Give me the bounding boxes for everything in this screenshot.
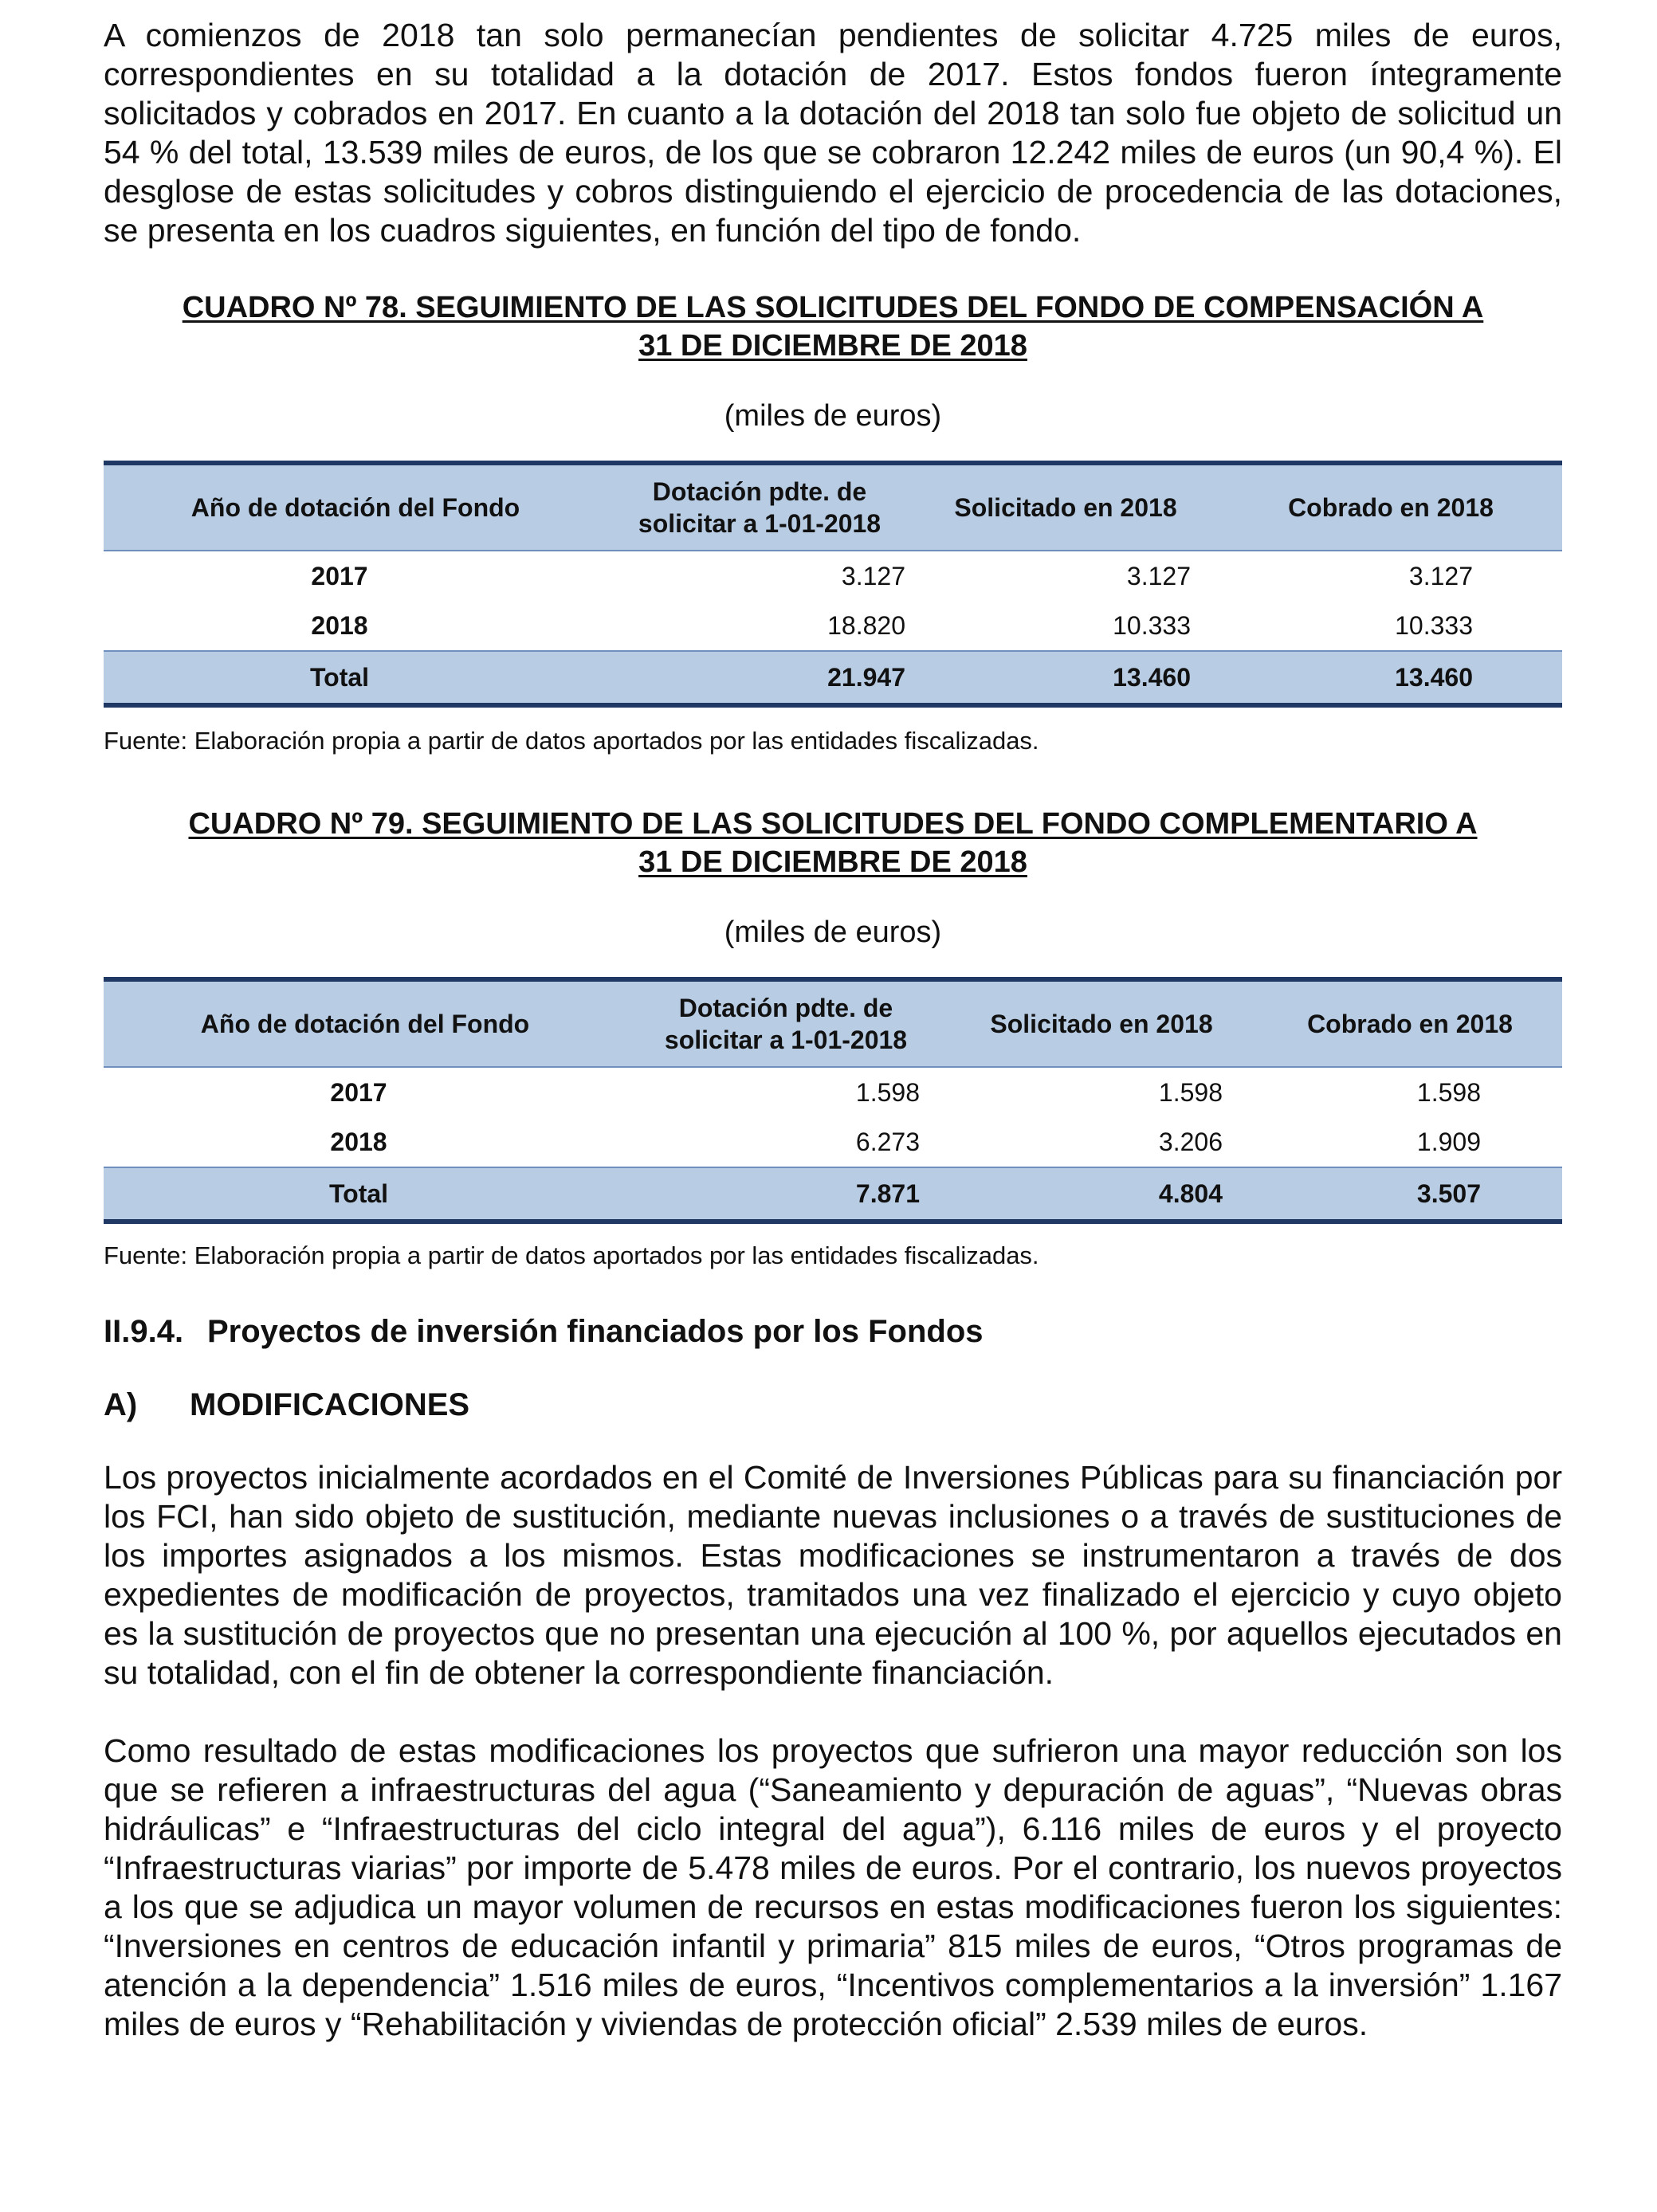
table78-row2-cobrado: 10.333 xyxy=(1395,611,1473,640)
table79-row2-cobrado: 1.909 xyxy=(1416,1128,1481,1156)
table78-caption-line1: CUADRO Nº 78. SEGUIMIENTO DE LAS SOLICITUDES DEL FONDO DE COMPENSACIÓN A xyxy=(182,291,1484,324)
table79-row1-cobrado: 1.598 xyxy=(1416,1078,1481,1107)
table78-header-dotacion xyxy=(607,463,912,551)
table78 xyxy=(104,461,1562,708)
table78-total-label: Total xyxy=(309,663,370,692)
table78-header-cobrado: Cobrado en 2018 xyxy=(1219,463,1562,551)
table79-header-dotacion-line1: Dotación pdte. de xyxy=(678,994,893,1022)
table78-header-row xyxy=(104,463,1562,551)
table79-header-solicitado: Solicitado en 2018 xyxy=(945,979,1258,1067)
table79-row2-dotacion: 6.273 xyxy=(855,1128,920,1156)
table78-total-solicitado: 13.460 xyxy=(1113,663,1191,692)
table79-row1-dotacion: 1.598 xyxy=(855,1078,920,1107)
table78-row1-dotacion: 3.127 xyxy=(841,562,905,590)
table78-total-cobrado: 13.460 xyxy=(1395,663,1473,692)
paragraph-resultado: Como resultado de estas modificaciones los proyectos que sufrieron una mayor reducción son los que se refieren a infraestructuras del agua (“Saneamiento y depuración de aguas”, “Nuevas obras hidráulicas” e “Infraestructuras del ciclo integral del agua”), 6.116 miles de euros y el proyecto “Infraestructuras viarias” por importe de 5.478 miles de euros. Por el contrario, los nuevos proyectos a los que se adjudica un mayor volumen de recursos en estas modificaciones fueron los siguientes: “Inversiones en centros de educación infantil y primaria” 815 miles de euros, “Otros programas de atención a la dependencia” 1.516 miles de euros, “Incentivos complementarios a la inversión” 1.167 miles de euros y “Rehabilitación y viviendas de protección oficial” 2.539 miles de euros. xyxy=(104,1732,1562,2042)
table79-total-row xyxy=(104,1167,1562,1222)
table79-header-row xyxy=(104,979,1562,1067)
table79-row2-solicitado: 3.206 xyxy=(1158,1128,1223,1156)
section-number: II.9.4. xyxy=(104,1314,184,1349)
table79-total-cobrado: 3.507 xyxy=(1416,1179,1481,1208)
table78-header-dotacion-line1: Dotación pdte. de xyxy=(652,477,867,506)
table79-header-dotacion xyxy=(626,979,945,1067)
table78-row2-solicitado: 10.333 xyxy=(1113,611,1191,640)
table78-caption xyxy=(104,288,1562,365)
table78-caption-line2: 31 DE DICIEMBRE DE 2018 xyxy=(638,329,1027,363)
table-row xyxy=(104,551,1562,601)
table79-row1-year: 2017 xyxy=(330,1078,387,1107)
document-page xyxy=(104,16,1562,2044)
table79-source: Fuente: Elaboración propia a partir de datos aportados por las entidades fiscalizadas. xyxy=(104,1241,1039,1269)
table78-row1-year: 2017 xyxy=(311,562,368,590)
table79-caption-line2: 31 DE DICIEMBRE DE 2018 xyxy=(638,845,1027,879)
table78-header-year: Año de dotación del Fondo xyxy=(104,463,607,551)
table78-row2-year: 2018 xyxy=(311,611,368,640)
table78-row1-cobrado: 3.127 xyxy=(1408,562,1473,590)
section-title: Proyectos de inversión financiados por los Fondos xyxy=(207,1314,984,1349)
table78-units: (miles de euros) xyxy=(724,399,942,433)
intro-paragraph: A comienzos de 2018 tan solo permanecían pendientes de solicitar 4.725 miles de euros, correspondientes en su totalidad a la dotación de 2017. Estos fondos fueron íntegramente solicitados y cobrados en 2017. En cuanto a la dotación del 2018 tan solo fue objeto de solicitud un 54 % del total, 13.539 miles de euros, de los que se cobraron 12.242 miles de euros (un 90,4 %). El desglose de estas solicitudes y cobros distinguiendo el ejercicio de procedencia de las dotaciones, se presenta en los cuadros siguientes, en función del tipo de fondo. xyxy=(104,17,1562,249)
table78-header-solicitado: Solicitado en 2018 xyxy=(912,463,1219,551)
section-heading xyxy=(104,1312,1562,1351)
table78-total-dotacion: 21.947 xyxy=(827,663,905,692)
table79-header-cobrado: Cobrado en 2018 xyxy=(1258,979,1562,1067)
table79-caption xyxy=(104,805,1562,881)
table79 xyxy=(104,977,1562,1224)
table79-total-dotacion: 7.871 xyxy=(855,1179,920,1208)
table-row xyxy=(104,601,1562,651)
table79-row1-solicitado: 1.598 xyxy=(1158,1078,1223,1107)
table79-header-year: Año de dotación del Fondo xyxy=(104,979,626,1067)
table78-total-row xyxy=(104,651,1562,705)
table78-row2-dotacion: 18.820 xyxy=(827,611,905,640)
table79-header-dotacion-line2: solicitar a 1-01-2018 xyxy=(664,1026,908,1054)
table79-total-solicitado: 4.804 xyxy=(1158,1179,1223,1208)
table79-total-label: Total xyxy=(328,1179,389,1208)
subsection-title: MODIFICACIONES xyxy=(190,1387,470,1422)
table78-header-dotacion-line2: solicitar a 1-01-2018 xyxy=(638,509,882,538)
table79-units: (miles de euros) xyxy=(724,916,942,949)
subsection-letter: A) xyxy=(104,1387,138,1422)
table-row xyxy=(104,1067,1562,1117)
table78-source: Fuente: Elaboración propia a partir de datos aportados por las entidades fiscalizadas. xyxy=(104,727,1039,755)
paragraph-modificaciones: Los proyectos inicialmente acordados en el Comité de Inversiones Públicas para su financiación por los FCI, han sido objeto de sustitución, mediante nuevas inclusiones o a través de sustituciones de los importes asignados a los mismos. Estas modificaciones se instrumentaron a través de dos expedientes de modificación de proyectos, tramitados una vez finalizado el ejercicio y cuyo objeto es la sustitución de proyectos que no presentan una ejecución al 100 %, por aquellos ejecutados en su totalidad, con el fin de obtener la correspondiente financiación. xyxy=(104,1459,1562,1691)
subsection-heading xyxy=(104,1385,1562,1425)
table79-row2-year: 2018 xyxy=(330,1128,387,1156)
table79-caption-line1: CUADRO Nº 79. SEGUIMIENTO DE LAS SOLICITUDES DEL FONDO COMPLEMENTARIO A xyxy=(188,807,1478,841)
table78-row1-solicitado: 3.127 xyxy=(1126,562,1191,590)
table-row xyxy=(104,1117,1562,1167)
